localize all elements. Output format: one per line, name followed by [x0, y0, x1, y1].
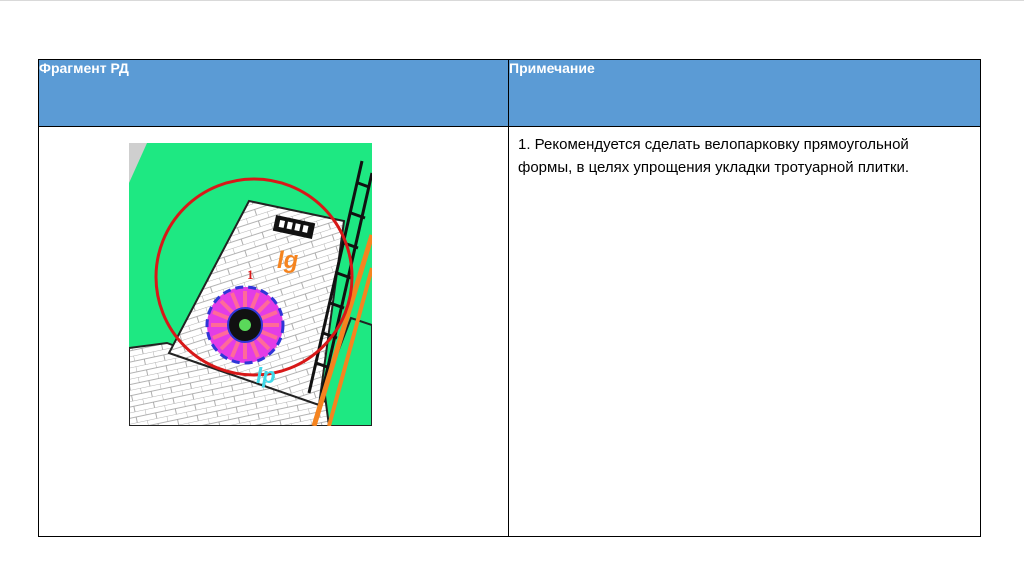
note-cell — [509, 127, 981, 537]
header-note: Примечание — [509, 60, 981, 127]
note-text: 1. Рекомендуется сделать велопарковку прямоугольной формы, в целях упрощения укладки тротуарной плитки. — [518, 136, 910, 176]
fragment-cell — [39, 127, 509, 537]
header-row — [39, 60, 981, 127]
fragment-table — [38, 59, 981, 537]
plan-fragment-image — [129, 143, 372, 426]
top-border-line — [0, 0, 1024, 1]
marker-label: 1 — [247, 267, 254, 282]
header-fragment: Фрагмент РД — [39, 60, 509, 127]
label-lp: lp — [256, 363, 276, 388]
body-row — [39, 127, 981, 537]
flowerbed-icon — [207, 287, 283, 363]
label-lg: lg — [277, 247, 299, 274]
